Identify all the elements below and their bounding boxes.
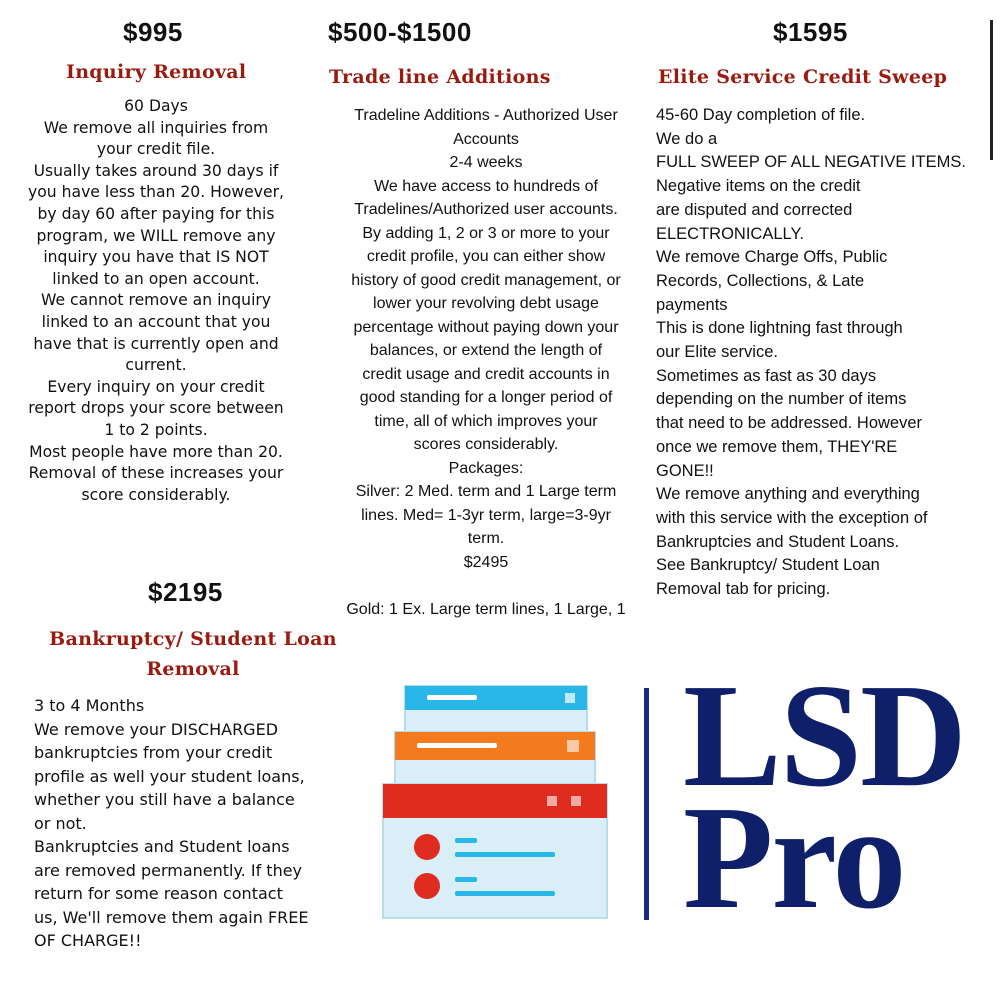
text-line: report drops your score between <box>28 399 284 418</box>
bankruptcy-title-line2: Removal <box>146 658 240 680</box>
logo-line2: Pro <box>683 776 905 940</box>
text-line: FULL SWEEP OF ALL NEGATIVE ITEMS. <box>656 153 966 172</box>
text-line: Usually takes around 30 days if <box>33 161 279 180</box>
bankruptcy-price: $2195 <box>148 577 223 607</box>
text-line: credit usage and credit accounts in <box>362 365 610 383</box>
inquiry-title: Inquiry Removal <box>66 61 247 83</box>
text-line: you have less than 20. However, <box>28 183 284 202</box>
text-line: Tradelines/Authorized user accounts. <box>354 201 618 218</box>
text-line: whether you still have a balance <box>34 790 295 809</box>
text-line: We remove all inquiries from <box>43 118 269 137</box>
tradeline-price: $500-$1500 <box>328 17 472 47</box>
text-line: term. <box>467 530 505 547</box>
text-line: We remove anything and everything <box>656 485 920 504</box>
text-line: Bankruptcies and Student loans <box>34 837 290 856</box>
bankruptcy-title-line1: Bankruptcy/ Student Loan <box>49 628 337 650</box>
logo-line1: LSD <box>683 654 965 818</box>
tradeline-title: Trade line Additions <box>329 66 551 88</box>
text-line: 45-60 Day completion of file. <box>656 106 866 124</box>
text-line: balances, or extend the length of <box>369 342 603 359</box>
text-line: lower your revolving debt usage <box>373 295 599 312</box>
text-line: Silver: 2 Med. term and 1 Large term <box>355 483 617 500</box>
text-line: once we remove them, THEY'RE <box>656 437 898 456</box>
text-line: Bankruptcies and Student Loans. <box>656 532 900 551</box>
text-line: Removal of these increases your <box>28 464 284 483</box>
elite-title: Elite Service Credit Sweep <box>658 66 948 88</box>
text-line: percentage without paying down your <box>353 318 619 336</box>
bankruptcy-description <box>34 694 354 953</box>
text-line: Sometimes as fast as 30 days <box>656 366 877 385</box>
text-line: Accounts <box>453 130 519 148</box>
text-line: ELECTRONICALLY. <box>656 224 804 243</box>
text-line: return for some reason contact <box>34 884 283 903</box>
text-line: Tradeline Additions - Authorized User <box>354 107 618 124</box>
elite-price: $1595 <box>773 17 848 47</box>
text-line: credit profile, you can either show <box>366 248 606 265</box>
text-line: Most people have more than 20. <box>29 442 283 461</box>
text-line: time, all of which improves your <box>374 412 598 430</box>
text-line: Packages: <box>448 459 524 477</box>
text-line <box>326 574 646 598</box>
inquiry-price: $995 <box>123 17 183 47</box>
text-line: us, We'll remove them again FREE <box>34 907 309 927</box>
text-line: By adding 1, 2 or 3 or more to your <box>362 224 610 242</box>
text-line: current. <box>125 356 187 375</box>
text-line: We do a <box>656 129 718 148</box>
text-line: with this service with the exception of <box>656 508 928 527</box>
text-line: We remove Charge Offs, Public <box>656 248 888 267</box>
documents-stack-icon <box>375 680 615 925</box>
text-line: 60 Days <box>124 97 188 115</box>
text-line: program, we WILL remove any <box>36 226 276 245</box>
text-line: are removed permanently. If they <box>34 860 303 880</box>
text-line: Gold: 1 Ex. Large term lines, 1 Large, 1 <box>346 600 626 618</box>
text-line: bankruptcies from your credit <box>34 743 273 762</box>
scrollbar[interactable] <box>990 20 993 160</box>
text-line: 1 to 2 points. <box>104 420 208 439</box>
logo-divider <box>644 688 649 920</box>
text-line: your credit file. <box>96 140 216 159</box>
text-line: or not. <box>34 813 87 833</box>
text-line: Negative items on the credit <box>656 177 861 196</box>
text-line: Every inquiry on your credit <box>47 377 265 396</box>
text-line: GONE!! <box>656 461 714 480</box>
text-line: depending on the number of items <box>656 390 907 409</box>
inquiry-description <box>10 96 302 506</box>
text-line: linked to an account that you <box>41 312 271 331</box>
text-line: by day 60 after paying for this <box>37 204 275 223</box>
text-line: We cannot remove an inquiry <box>40 291 272 310</box>
text-line: $2495 <box>463 553 509 571</box>
text-line: scores considerably. <box>413 436 559 453</box>
text-line: 2-4 weeks <box>449 154 523 171</box>
lsd-pro-logo <box>683 654 965 940</box>
text-line: Records, Collections, & Late <box>656 271 865 290</box>
text-line: inquiry you have that IS NOT <box>43 248 269 267</box>
text-line: our Elite service. <box>656 343 778 362</box>
elite-description <box>656 104 986 602</box>
text-line: 3 to 4 Months <box>34 696 145 715</box>
text-line: have that is currently open and <box>33 334 279 353</box>
text-line: Removal tab for pricing. <box>656 580 831 599</box>
text-line: We remove your DISCHARGED <box>34 719 279 739</box>
red-card <box>383 784 607 918</box>
text-line: lines. Med= 1-3yr term, large=3-9yr <box>361 506 611 524</box>
text-line: good standing for a longer period of <box>359 389 613 406</box>
text-line: This is done lightning fast through <box>656 319 903 338</box>
text-line: payments <box>656 295 728 314</box>
bankruptcy-title <box>40 624 346 684</box>
text-line: See Bankruptcy/ Student Loan <box>656 556 880 575</box>
text-line: OF CHARGE!! <box>34 931 142 950</box>
tradeline-description <box>326 104 646 621</box>
text-line: history of good credit management, or <box>351 271 621 289</box>
text-line: linked to an open account. <box>52 269 260 288</box>
text-line: score considerably. <box>81 485 231 504</box>
text-line: that need to be addressed. However <box>656 414 923 433</box>
text-line: profile as well your student loans, <box>34 766 305 786</box>
text-line: are disputed and corrected <box>656 200 853 219</box>
text-line: We have access to hundreds of <box>374 177 598 195</box>
